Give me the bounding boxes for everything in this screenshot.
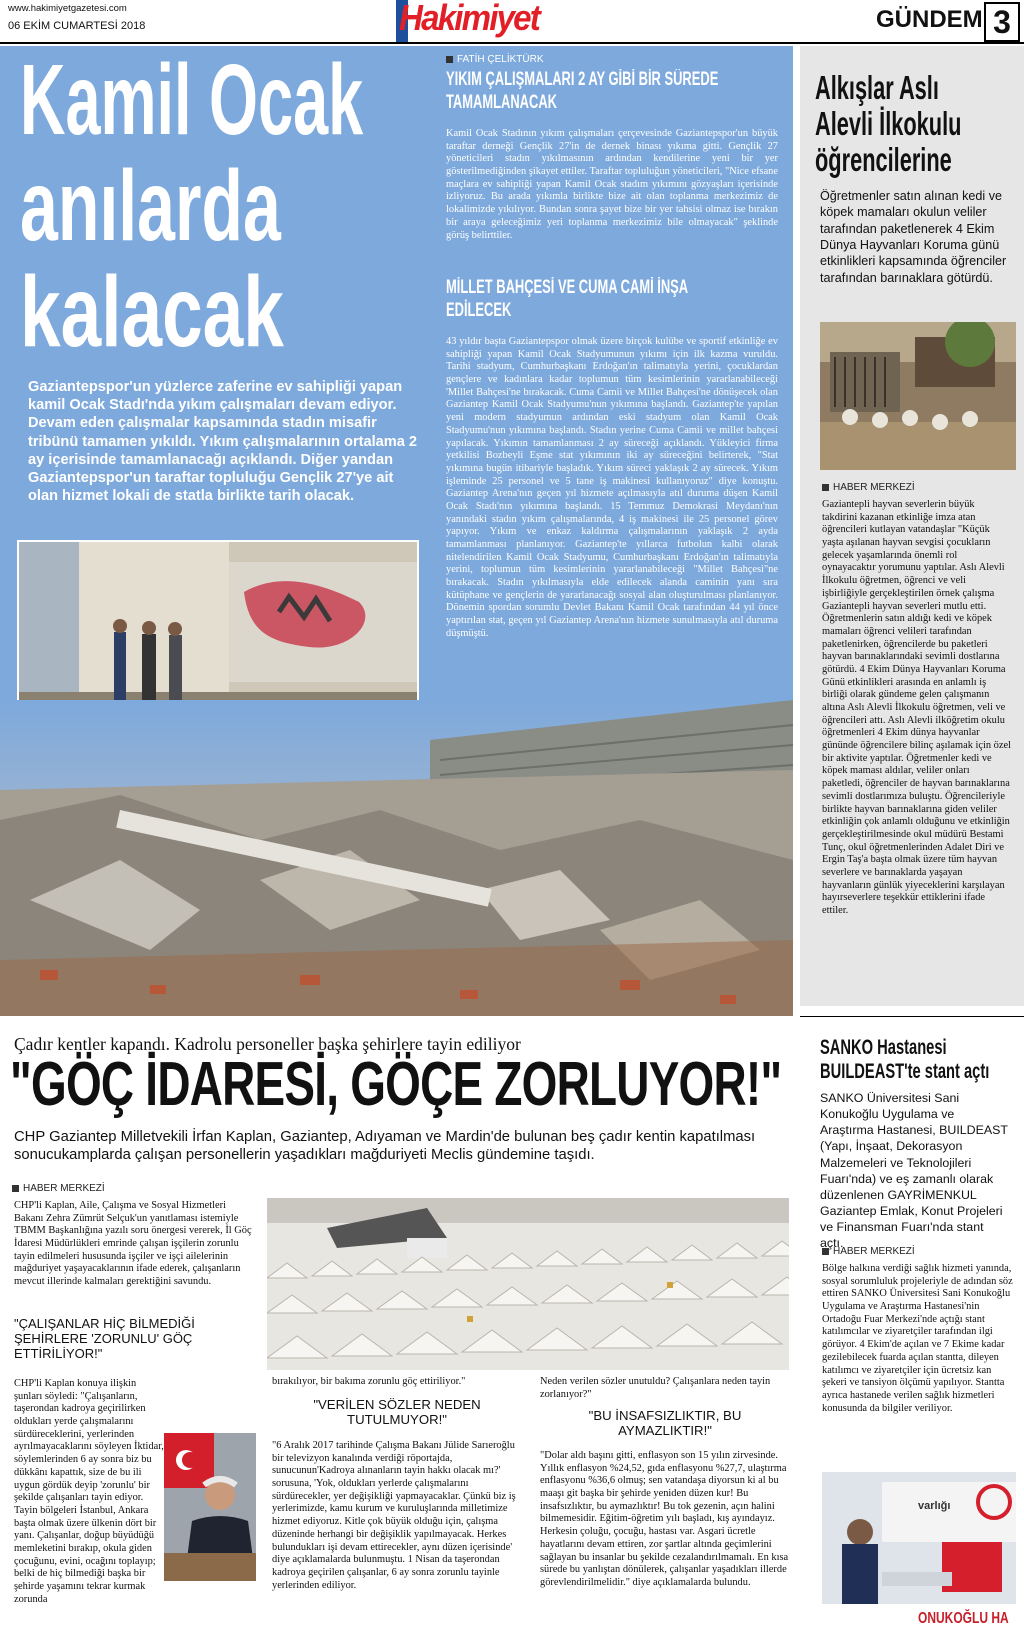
- sidebar1-body: Gaziantepli hayvan severlerin büyük takdirini kazanan etkinliğe imza atan öğrencileri kutlayan vatandaşlar "Küçük yaşta aşılanan hayvan sevgisi çocukların gelecek yaşamlarında önemli rol oynayacaktır yorumunu yaptılar. Aslı Alevli İlkokulu öğretmen, öğrenci ve veli işbirliğiyle gerçekleştirilen örnek çalışma Gaziantepli hayvan severleri mutlu etti. Öğretmenlerin satın aldığı kedi ve köpek mamaları öğrenci velileri tarafından paketlenirken, öğrencilerde bu paketleri hayvan barınaklarındaki sevimli dostlarına götürdü. 4 Ekim Dünya Hayvanları Koruma Günü etkinlikleri arasında en anlamlı iş birliği olarak gündeme gelen çalışmanın altına Aslı Alevli İlkokulu öğretmen, veli ve öğrencileri attı. Aslı Alevli ilköğretim okulu öğretmenleri 4 Ekim dünya hayvanlar gününde öğrencilere bilinç aşılamak için özel bir aktivite yaptılar. Öğretmenler kedi ve köpek maması aldılar, veliler onları paketledi, öğrenciler de hayvan barınaklarına sevimli dostlarımıza buluştu. Öğrencileriyle birlikte hayvan barınaklarına giden veliler etkinliğin çok anlamlı olduğunu ve etkinliğin gerçekleştirilmesinde okul müdürü Bestami Tunç, okul öğretmenlerinden Adalet Diri ve Ergin Taş'a başta olmak üzere tüm hayvan severlere ve barınaklarda yaşayan hayvanların günlük yiyeceklerini karşılayan hayırseverlere teşekkür ettiklerini ifade ettiler.: [822, 499, 1011, 916]
- main-headline-line1: Kamil Ocak: [20, 44, 364, 156]
- sidebar1-headline-line2: Alevli İlkokulu: [815, 105, 962, 142]
- main-body2: 43 yıldır başta Gaziantepspor olmak üzere birçok kulübe ve sportif etkinliğe ev sahipliği yapan Kamil Ocak Stadyumunun yıkımı için ilk kazma vuruldu. Tarihi stadyum, Cumhurbaşkanı Erdoğan'ın talimatıyla yerini, çocuklardan gençlere ve kadınlara kadar toplumun tüm kesimlerinin yararlanabileceği 'Millet Bahçesi'ne bırakacak. Cuma Camii ve Millet Bahçesi'ne dönüşecek olan Gaziantep Kamil Ocak Stadyumu'nun yıkımına başlandı. Gaziantep'te yapılan yeni modern stadyumun ardından eski stadyum olan Kamil Ocak Stadyumu'nun yıkımına başlandı. Stadın yerine Cuma Camii ve millet bahçesi yapılacak. Yıkımın tamamlanması 2 ay süreceği açıklandı. Yükleyici firma yetkilisi Bozbeyli Eşme stat yıkımının iki ay süreceğini belirterek, "Stat yıkımına bugün itibariyle başladık. Yıkım süreci yaklaşık 2 ay sürecek. Yıkım işleminde 25 personel ve 5 tane iş makinesi kullanıyoruz" diye konuştu. Gaziantep Arena'nın geçen yıl hizmete açılmasıyla atıl duruma düşen Kamil Ocak Stadı'nın yıkımına başlandı. 15 Temmuz Demokrasi Meydanı'nın yanındaki stadın yıkım çalışmalarında, 4 iş makinesi ile 25 personel görev yapıyor. Yıkım ve enkaz kaldırma çalışmalarının yaklaşık 2 ayda tamamlanması planlanıyor. Gaziantep'te yıllarca futbolun kalbi olarak nitelendirilen Kamil Ocak Stadyumu, Cumhurbaşkanı Erdoğan'ın talimatıyla yerini, toplumun tüm kesimlerinin yararlanabileceği "Millet Bahçesi"ne bırakacak. Stadın yıkılmasıyla elde edilecek alanda caminin yanı sıra kütüphane ve gençlerin de yararlanacağı sosyal alan oluşturulması planlanıyor. Dönemin spordan sorumlu Devlet Bakanı Kamil Ocak tarafından 44 yıl önce yaptırılan stat, geçen yıl Gaziantep Arena'nın hizmete sunulmasıyla atıl duruma düşmüştü.: [446, 336, 778, 639]
- sidebar2-body: Bölge halkına verdiği sağlık hizmeti yanında, sosyal sorumluluk projeleriyle de adından söz ettiren SANKO Üniversitesi Sani Konukoğlu Uygulama ve Araştırma Hastanesi'nin Ortadoğu Fuar Merkezi'nde açtığı stant katılımcılar ve ziyaretçiler tarafından ilgi görüyor. 4 Ekim'de açılan ve 7 Ekime kadar gezilebilecek fuarda açılan stantta, dileyen katılımcı ve ziyaretçiler için ücretsiz kan şekeri ve tansiyon ölçümü yapılıyor. Stantta ayrıca hastanede verilen sağlık hizmetleri konusunda da bilgiler veriliyor.: [822, 1263, 1013, 1414]
- sidebar2-headline-line2: BUILDEAST'te stant açtı: [820, 1060, 990, 1083]
- bottom-quote3: "BU İNSAFSIZLIKTIR, BU AYMAZLIKTIR!": [588, 1408, 742, 1439]
- header-logo: [396, 0, 584, 42]
- mp-portrait-photo: [164, 1433, 256, 1581]
- page-number: 3: [984, 2, 1020, 42]
- header-date: 06 EKİM CUMARTESİ 2018: [8, 20, 146, 32]
- header-website: www.hakimiyetgazetesi.com: [8, 3, 127, 14]
- sidebar1-byline: HABER MERKEZİ: [822, 482, 915, 493]
- bottom-body4: "Dolar aldı başını gitti, enflasyon son 15 yılın zirvesinde. Yıllık enflasyon %24,52, gıda enflasyonu %27,7, ulaştırma enflasyonu %36,6 olmuş; sen vatandaşa diyorsun ki al bu maaşı git başka bir şehirde yeniden düzen kur! Bu insafsızlıktır, bu aymazlıktır! Bu tok gezenin, açın halini bilmemesidir. Eğitim-öğretim yılı başladı, kış ayındayız. Herkesin çoluğu, çocuğu, hastası var. Asgari ücretle hayatlarını devam ettiren, zor şartlar altında geçimlerini sağlayan bu insanlar bu şekilde cezalandırılmamalı. En kısa sürede bu yanlıştan dönülerek, çalışanlar yaşadıkları illerde görevlendirilmelidir." diye açıklamalarda bulundu.: [540, 1450, 789, 1588]
- logo-text: Hakimiyet: [399, 0, 539, 38]
- sidebar2-headline-line1: SANKO Hastanesi: [820, 1036, 947, 1059]
- sidebar1-headline-line3: öğrencilerine: [815, 141, 952, 178]
- main-lede: Gaziantepspor'un yüzlerce zaferine ev sahipliği yapan kamil Ocak Stadı'nda yıkım çalışmaları devam ediyor. Devam eden çalışmalar kapsamında stadın misafir tribünü tamamen yıkıldı. Yıkım çalışmalarının ortalama 2 ay içerisinde tamamlanacağı açıklandı. Diğer yandan Gaziantepspor'un taraftar topluluğu Gençlik 27'ye ait olan hizmet lokali de statla birlikte tarih olacak.: [28, 379, 418, 505]
- bottom-body2: CHP'li Kaplan konuya ilişkin şunları söyledi: "Çalışanların, taşerondan kadroya geçirilirken oldukları yerde çalışmalarını sürdüreceklerini, yerlerinden ayrılmayacaklarını söyleyen İktidar, söylemlerinden 6 ay sonra biz bu dükkânı kapattık, size de bu ili uygun gördük deyip 'zorunlu' bir şekilde çalışanları tayin ediyor. Tayin bölgeleri İstanbul, Ankara başta olmak üzere ülkenin dört bir yanı. Çalışanlar, doğup büyüdüğü memleketini bırakıp, okula giden çocuğunu, evini, ocağını toplayıp; belki de hiç bilmediği başka bir şehirde yaşamını tekrar kurmak zorunda: [14, 1378, 164, 1605]
- main-headline-line2: anılarda: [20, 150, 281, 262]
- bottom-body1: CHP'li Kaplan, Aile, Çalışma ve Sosyal Hizmetleri Bakanı Zehra Zümrüt Selçuk'un yanıtlaması istemiyle TBMM Başkanlığına yazılı soru önergesi vererek, İl Göç İdaresi Müdürlükleri emrinde çalışan işçilerin zorunlu tayin edilmeleri hususunda işçiler ve işçi ailelerinin mağduriyet yaşayacaklarının ifade ederek, çalışanların mevcut illerinde kalmaları gerektiğini savundu.: [14, 1200, 252, 1288]
- sidebar1-lede: Öğretmenler satın alınan kedi ve köpek mamaları okulun veliler tarafından paketlenerek 4 Ekim Dünya Hayvanları Koruma günü etkinlikleri kapsamında öğrenciler tarafından barınaklara götürdü.: [820, 189, 1007, 285]
- main-headline-line3: kalacak: [20, 256, 284, 368]
- bottom-body3: "6 Aralık 2017 tarihinde Çalışma Bakanı Jülide Sarıeroğlu bir televizyon kanalında verdiği röportajda, sunucunun'Kadroya alınanların tayin hakkı olacak mı?' sorusuna, 'Yok, oldukları yerlerde çalışmalarını sürdürecekler, yer değişikliği yapmayacaklar. Çünkü biz iş yerlerimizde, kamu kurum ve kuruluşlarında milletimize hizmet ediyoruz. Kitle çok büyük olduğu için, çalışma düzeninde herhangi bir değişiklik yapılmayacak. Herkes bulundukları işi devam ettirecekler, aynı düzen içerisinde' diye açıklamalarda bulunmuştu. 1 Nisan da taşerondan kadroya geçirilen çalışanlar, 6 ay sonra zorunlu tayinle yerlerinden ediliyor.: [272, 1440, 516, 1591]
- main-subhead2: MİLLET BAHÇESİ VE CUMA CAMİ İNŞA EDİLECEK: [446, 277, 688, 321]
- sanko-banner-caption: ONUKOĞLU HA: [918, 1610, 1009, 1627]
- animal-shelter-photo: [820, 322, 1016, 470]
- bottom-headline: "GÖÇ İDARESİ, GÖÇE ZORLUYOR!": [10, 1050, 782, 1119]
- bottom-lede: CHP Gaziantep Milletvekili İrfan Kaplan, Gaziantep, Adıyaman ve Mardin'de bulunan beş çadır kentin kapatılması sonucukamplarda çalışan personellerin yaşadıkları mağduriyeti Meclis gündemine taşıdı.: [14, 1129, 756, 1164]
- main-byline: FATİH ÇELİKTÜRK: [446, 54, 544, 65]
- section-title: GÜNDEM: [876, 6, 983, 33]
- tent-camp-photo: [267, 1198, 789, 1370]
- bottom-col2-top: bırakılıyor, bir bakıma zorunlu göç ettiriliyor.": [272, 1376, 466, 1387]
- bottom-byline: HABER MERKEZİ: [12, 1183, 105, 1194]
- sidebar1-headline-line1: Alkışlar Aslı: [815, 69, 939, 106]
- bottom-quote2: "VERİLEN SÖZLER NEDEN TUTULMUYOR!": [313, 1397, 481, 1428]
- demolition-photo: [0, 700, 793, 1016]
- sidebar2-byline: HABER MERKEZİ: [822, 1246, 915, 1257]
- bottom-quote1: "ÇALIŞANLAR HİÇ BİLMEDİĞİ ŞEHİRLERE 'ZORUNLU' GÖÇ ETTİRİLİYOR!": [14, 1316, 195, 1361]
- main-subhead1: YIKIM ÇALIŞMALARI 2 AY GİBİ BİR SÜREDE TAMAMLANACAK: [446, 69, 719, 113]
- sidebar-divider: [800, 1016, 1024, 1017]
- main-body1: Kamil Ocak Stadının yıkım çalışmaları çerçevesinde Gaziantepspor'un büyük taraftar derneği Gençlik 27'in de dernek binası yıkıma gitti. Gençlik 27 yöneticileri stadın yıkılmasının ardından kendilerine yeni bir yer gösterilmediğinden şikayet ettiler. Taraftar topluluğun yöneticileri, "Nice efsane maçlara ev sahipliği yapan Kamil Ocak stadım yıkımını gözyaşları içerisinde izliyoruz. Bu arada yıkımla birlikte bize ait olan toplanma merkezimiz de lokalimizde yıkılıyor. Bundan sonra şayet bize bir yer tahsisi olmaz ise bırakın bir araya geleceğimiz yeri toplanma merkezimiz bile olmayacak" şeklinde görüş belirttiler.: [446, 128, 778, 241]
- bottom-kicker: Çadır kentler kapandı. Kadrolu personeller başka şehirlere tayin ediliyor: [14, 1034, 521, 1054]
- sanko-stand-photo: [822, 1472, 1016, 1632]
- sanko-banner-text: varlığı: [918, 1500, 951, 1512]
- sidebar2-lede: SANKO Üniversitesi Sani Konukoğlu Uygulama ve Araştırma Hastanesi, BUILDEAST (Yapı, İnşaat, Dekorasyon Malzemeleri ve Teknolojileri Fuarı'nda) ve eş zamanlı olarak düzenlenen GAYRİMENKUL Gaziantep Emlak, Konut Projeleri ve Finansman Fuarı'nda stant açtı.: [820, 1091, 1008, 1251]
- bottom-col3-top: Neden verilen sözler unutuldu? Çalışanlara neden tayin zorlanıyor?": [540, 1376, 771, 1400]
